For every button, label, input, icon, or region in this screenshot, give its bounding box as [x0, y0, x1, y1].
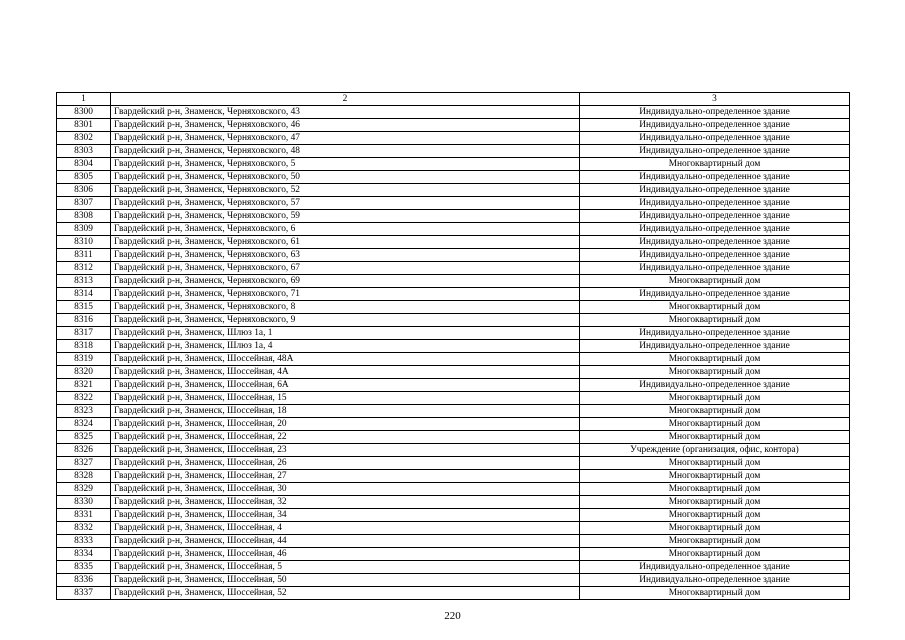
table-row — [57, 392, 850, 405]
table-row — [57, 379, 850, 392]
object-type-cell: Индивидуально-определенное здание — [580, 184, 850, 197]
address-cell: Гвардейский р-н, Знаменск, Черняховского, 59 — [111, 210, 580, 223]
table-row — [57, 184, 850, 197]
table-row — [57, 106, 850, 119]
table-row — [57, 457, 850, 470]
row-number: 8332 — [57, 522, 111, 535]
object-type-cell: Индивидуально-определенное здание — [580, 249, 850, 262]
object-type-cell: Учреждение (организация, офис, контора) — [580, 444, 850, 457]
address-cell: Гвардейский р-н, Знаменск, Черняховского, 48 — [111, 145, 580, 158]
row-number: 8300 — [57, 106, 111, 119]
table-row — [57, 405, 850, 418]
address-cell: Гвардейский р-н, Знаменск, Шоссейная, 26 — [111, 457, 580, 470]
row-number: 8331 — [57, 509, 111, 522]
object-type-cell: Многоквартирный дом — [580, 470, 850, 483]
row-number: 8317 — [57, 327, 111, 340]
table-row — [57, 340, 850, 353]
object-type-cell: Индивидуально-определенное здание — [580, 262, 850, 275]
object-type-cell: Многоквартирный дом — [580, 431, 850, 444]
address-cell: Гвардейский р-н, Знаменск, Шоссейная, 4 — [111, 522, 580, 535]
object-type-cell: Индивидуально-определенное здание — [580, 236, 850, 249]
address-cell: Гвардейский р-н, Знаменск, Шоссейная, 46 — [111, 548, 580, 561]
column-header-3: 3 — [580, 93, 850, 106]
address-cell: Гвардейский р-н, Знаменск, Черняховского, 52 — [111, 184, 580, 197]
address-cell: Гвардейский р-н, Знаменск, Черняховского, 5 — [111, 158, 580, 171]
table-row — [57, 262, 850, 275]
address-cell: Гвардейский р-н, Знаменск, Черняховского, 47 — [111, 132, 580, 145]
address-cell: Гвардейский р-н, Знаменск, Черняховского, 69 — [111, 275, 580, 288]
row-number: 8308 — [57, 210, 111, 223]
row-number: 8303 — [57, 145, 111, 158]
address-cell: Гвардейский р-н, Знаменск, Черняховского, 6 — [111, 223, 580, 236]
address-cell: Гвардейский р-н, Знаменск, Черняховского, 63 — [111, 249, 580, 262]
table-row — [57, 132, 850, 145]
table-row — [57, 275, 850, 288]
object-type-cell: Многоквартирный дом — [580, 457, 850, 470]
table-row — [57, 587, 850, 600]
row-number: 8335 — [57, 561, 111, 574]
row-number: 8329 — [57, 483, 111, 496]
address-cell: Гвардейский р-н, Знаменск, Шлюз 1а, 4 — [111, 340, 580, 353]
table-row — [57, 535, 850, 548]
object-type-cell: Многоквартирный дом — [580, 496, 850, 509]
row-number: 8330 — [57, 496, 111, 509]
object-type-cell: Многоквартирный дом — [580, 275, 850, 288]
address-cell: Гвардейский р-н, Знаменск, Шоссейная, 22 — [111, 431, 580, 444]
row-number: 8302 — [57, 132, 111, 145]
column-header-1: 1 — [57, 93, 111, 106]
page-number: 220 — [444, 610, 461, 622]
table-row — [57, 470, 850, 483]
address-cell: Гвардейский р-н, Знаменск, Шоссейная, 4А — [111, 366, 580, 379]
row-number: 8327 — [57, 457, 111, 470]
table-row — [57, 327, 850, 340]
row-number: 8320 — [57, 366, 111, 379]
table-row — [57, 353, 850, 366]
object-type-cell: Индивидуально-определенное здание — [580, 288, 850, 301]
row-number: 8333 — [57, 535, 111, 548]
row-number: 8305 — [57, 171, 111, 184]
table-row — [57, 145, 850, 158]
object-type-cell: Индивидуально-определенное здание — [580, 132, 850, 145]
table-row — [57, 301, 850, 314]
row-number: 8326 — [57, 444, 111, 457]
table-row — [57, 210, 850, 223]
table-row — [57, 548, 850, 561]
row-number: 8304 — [57, 158, 111, 171]
object-type-cell: Индивидуально-определенное здание — [580, 210, 850, 223]
address-cell: Гвардейский р-н, Знаменск, Шоссейная, 48А — [111, 353, 580, 366]
address-cell: Гвардейский р-н, Знаменск, Шоссейная, 34 — [111, 509, 580, 522]
address-cell: Гвардейский р-н, Знаменск, Шоссейная, 18 — [111, 405, 580, 418]
row-number: 8315 — [57, 301, 111, 314]
row-number: 8321 — [57, 379, 111, 392]
table-row — [57, 496, 850, 509]
object-type-cell: Многоквартирный дом — [580, 522, 850, 535]
object-type-cell: Многоквартирный дом — [580, 535, 850, 548]
object-type-cell: Многоквартирный дом — [580, 405, 850, 418]
address-cell: Гвардейский р-н, Знаменск, Черняховского, 9 — [111, 314, 580, 327]
object-type-cell: Индивидуально-определенное здание — [580, 327, 850, 340]
address-cell: Гвардейский р-н, Знаменск, Шоссейная, 5 — [111, 561, 580, 574]
table-row — [57, 574, 850, 587]
row-number: 8324 — [57, 418, 111, 431]
object-type-cell: Индивидуально-определенное здание — [580, 171, 850, 184]
address-cell: Гвардейский р-н, Знаменск, Шоссейная, 32 — [111, 496, 580, 509]
table-row — [57, 223, 850, 236]
row-number: 8310 — [57, 236, 111, 249]
object-type-cell: Индивидуально-определенное здание — [580, 145, 850, 158]
object-type-cell: Многоквартирный дом — [580, 158, 850, 171]
address-cell: Гвардейский р-н, Знаменск, Шоссейная, 30 — [111, 483, 580, 496]
table-row — [57, 288, 850, 301]
table-row — [57, 561, 850, 574]
address-cell: Гвардейский р-н, Знаменск, Черняховского, 67 — [111, 262, 580, 275]
object-type-cell: Многоквартирный дом — [580, 418, 850, 431]
object-type-cell: Индивидуально-определенное здание — [580, 340, 850, 353]
row-number: 8306 — [57, 184, 111, 197]
table-row — [57, 236, 850, 249]
address-cell: Гвардейский р-н, Знаменск, Черняховского, 57 — [111, 197, 580, 210]
object-type-cell: Индивидуально-определенное здание — [580, 223, 850, 236]
row-number: 8325 — [57, 431, 111, 444]
address-cell: Гвардейский р-н, Знаменск, Шоссейная, 15 — [111, 392, 580, 405]
row-number: 8323 — [57, 405, 111, 418]
table-row — [57, 119, 850, 132]
address-cell: Гвардейский р-н, Знаменск, Черняховского, 43 — [111, 106, 580, 119]
row-number: 8322 — [57, 392, 111, 405]
object-type-cell: Индивидуально-определенное здание — [580, 106, 850, 119]
table-row — [57, 483, 850, 496]
table-row — [57, 171, 850, 184]
object-type-cell: Многоквартирный дом — [580, 366, 850, 379]
address-cell: Гвардейский р-н, Знаменск, Черняховского, 8 — [111, 301, 580, 314]
table-row — [57, 158, 850, 171]
table-row — [57, 431, 850, 444]
object-type-cell: Индивидуально-определенное здание — [580, 561, 850, 574]
table-body — [57, 106, 850, 600]
object-type-cell: Многоквартирный дом — [580, 301, 850, 314]
address-cell: Гвардейский р-н, Знаменск, Шлюз 1а, 1 — [111, 327, 580, 340]
address-cell: Гвардейский р-н, Знаменск, Шоссейная, 44 — [111, 535, 580, 548]
row-number: 8309 — [57, 223, 111, 236]
row-number: 8328 — [57, 470, 111, 483]
address-cell: Гвардейский р-н, Знаменск, Черняховского, 50 — [111, 171, 580, 184]
address-cell: Гвардейский р-н, Знаменск, Черняховского, 61 — [111, 236, 580, 249]
object-type-cell: Многоквартирный дом — [580, 587, 850, 600]
object-type-cell: Многоквартирный дом — [580, 314, 850, 327]
row-number: 8312 — [57, 262, 111, 275]
header-row — [57, 93, 850, 106]
row-number: 8337 — [57, 587, 111, 600]
row-number: 8301 — [57, 119, 111, 132]
row-number: 8334 — [57, 548, 111, 561]
table-row — [57, 366, 850, 379]
table-row — [57, 314, 850, 327]
row-number: 8311 — [57, 249, 111, 262]
column-header-2: 2 — [111, 93, 580, 106]
object-type-cell: Индивидуально-определенное здание — [580, 119, 850, 132]
row-number: 8336 — [57, 574, 111, 587]
row-number: 8313 — [57, 275, 111, 288]
registry-table — [56, 92, 850, 600]
table-row — [57, 444, 850, 457]
address-cell: Гвардейский р-н, Знаменск, Шоссейная, 23 — [111, 444, 580, 457]
object-type-cell: Многоквартирный дом — [580, 509, 850, 522]
object-type-cell: Многоквартирный дом — [580, 548, 850, 561]
object-type-cell: Индивидуально-определенное здание — [580, 379, 850, 392]
row-number: 8307 — [57, 197, 111, 210]
row-number: 8318 — [57, 340, 111, 353]
address-cell: Гвардейский р-н, Знаменск, Шоссейная, 50 — [111, 574, 580, 587]
table-row — [57, 197, 850, 210]
row-number: 8314 — [57, 288, 111, 301]
address-cell: Гвардейский р-н, Знаменск, Шоссейная, 27 — [111, 470, 580, 483]
table-row — [57, 522, 850, 535]
table-row — [57, 509, 850, 522]
address-cell: Гвардейский р-н, Знаменск, Шоссейная, 6А — [111, 379, 580, 392]
object-type-cell: Многоквартирный дом — [580, 483, 850, 496]
object-type-cell: Индивидуально-определенное здание — [580, 574, 850, 587]
row-number: 8319 — [57, 353, 111, 366]
table-row — [57, 418, 850, 431]
address-cell: Гвардейский р-н, Знаменск, Черняховского, 71 — [111, 288, 580, 301]
object-type-cell: Многоквартирный дом — [580, 353, 850, 366]
table-row — [57, 249, 850, 262]
address-cell: Гвардейский р-н, Знаменск, Шоссейная, 52 — [111, 587, 580, 600]
address-cell: Гвардейский р-н, Знаменск, Шоссейная, 20 — [111, 418, 580, 431]
object-type-cell: Многоквартирный дом — [580, 392, 850, 405]
address-cell: Гвардейский р-н, Знаменск, Черняховского, 46 — [111, 119, 580, 132]
object-type-cell: Индивидуально-определенное здание — [580, 197, 850, 210]
row-number: 8316 — [57, 314, 111, 327]
